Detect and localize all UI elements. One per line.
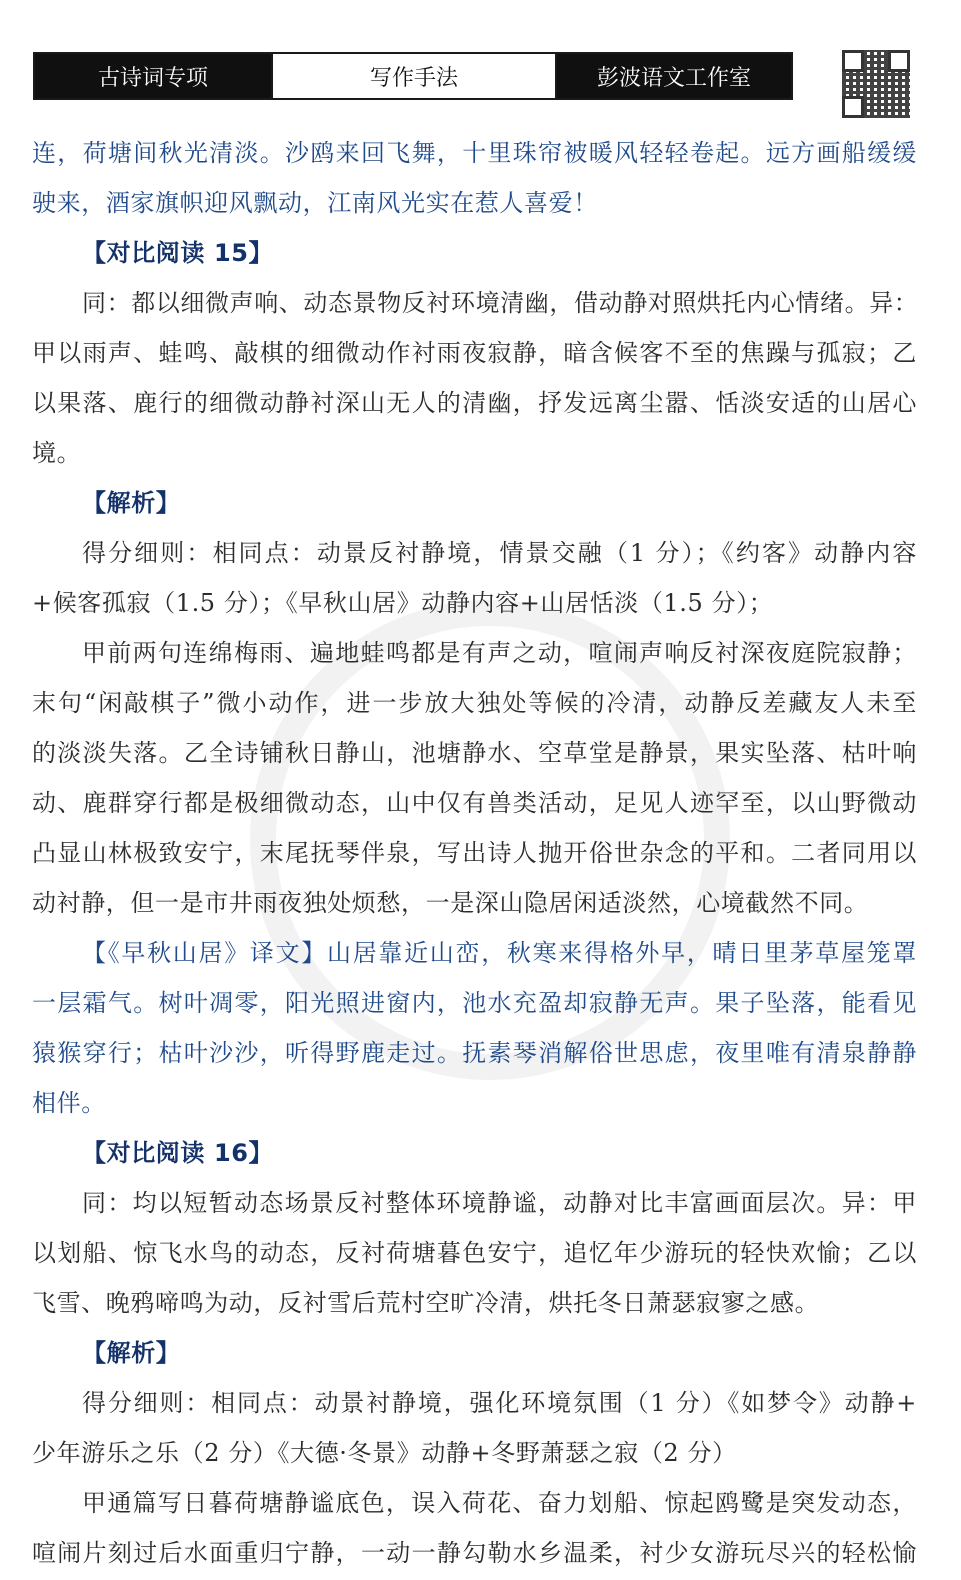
text-line: 境。 [32,439,82,467]
section-heading: 【对比阅读 16】 [82,1139,274,1167]
text-line: 凸显山林极致安宁，末尾抚琴伴泉，写出诗人抛开俗世杂念的平和。二者同用以 [32,839,917,867]
text-line: 的淡淡失落。乙全诗铺秋日静山，池塘静水、空草堂是静景，果实坠落、枯叶响 [32,739,917,767]
text-line: 甲前两句连绵梅雨、遍地蛙鸣都是有声之动，喧闹声响反衬深夜庭院寂静； [82,639,917,667]
text-line: 连，荷塘间秋光清淡。沙鸥来回飞舞，十里珠帘被暖风轻轻卷起。远方画船缓缓 [32,139,917,167]
text-line: 末句“闲敲棋子”微小动作，进一步放大独处等候的冷清，动静反差藏友人未至 [32,689,917,717]
header-center-label: 写作手法 [271,54,557,98]
text-line: 喧闹片刻过后水面重归宁静，一动一静勾勒水乡温柔，衬少女游玩尽兴的轻松愉 [32,1539,917,1567]
header-right-label: 彭波语文工作室 [557,54,791,98]
text-line: 飞雪、晚鸦啼鸣为动，反衬雪后荒村空旷冷清，烘托冬日萧瑟寂寥之感。 [32,1289,820,1317]
text-line: +候客孤寂（1.5 分）；《早秋山居》动静内容+山居恬淡（1.5 分）； [32,589,774,617]
text-line: 甲通篇写日暮荷塘静谧底色，误入荷花、奋力划船、惊起鸥鹭是突发动态， [82,1489,917,1517]
text-line: 动衬静，但一是市井雨夜独处烦愁，一是深山隐居闲适淡然，心境截然不同。 [32,889,869,917]
section-heading: 【解析】 [82,1339,181,1367]
text-line: 猿猴穿行；枯叶沙沙，听得野鹿走过。抚素琴消解俗世思虑，夜里唯有清泉静静 [32,1039,917,1067]
header-bar [33,52,793,100]
text-line: 得分细则：相同点：动景衬静境，强化环境氛围（1 分）《如梦令》动静+ [82,1389,917,1417]
text-line: 同：均以短暂动态场景反衬整体环境静谧，动静对比丰富画面层次。异：甲 [82,1189,917,1217]
text-line: 一层霜气。树叶凋零，阳光照进窗内，池水充盈却寂静无声。果子坠落，能看见 [32,989,917,1017]
text-line: 同：都以细微声响、动态景物反衬环境清幽，借动静对照烘托内心情绪。异： [82,289,919,317]
section-heading: 【对比阅读 15】 [82,239,274,267]
text-line: 以果落、鹿行的细微动静衬深山无人的清幽，抒发远离尘嚣、恬淡安适的山居心 [32,389,917,417]
text-line: 驶来，酒家旗帜迎风飘动，江南风光实在惹人喜爱！ [32,189,598,217]
text-line: 少年游乐之乐（2 分）《大德·冬景》动静+冬野萧瑟之寂（2 分） [32,1439,737,1467]
text-line: 【《早秋山居》译文】山居靠近山峦，秋寒来得格外早，晴日里茅草屋笼罩 [82,939,917,967]
text-line: 相伴。 [32,1089,106,1117]
text-line: 动、鹿群穿行都是极细微动态，山中仅有兽类活动，足见人迹罕至，以山野微动 [32,789,917,817]
text-line: 得分细则：相同点：动景反衬静境，情景交融（1 分）；《约客》动静内容 [82,539,917,567]
section-heading: 【解析】 [82,489,181,517]
text-line: 以划船、惊飞水鸟的动态，反衬荷塘暮色安宁，追忆年少游玩的轻快欢愉；乙以 [32,1239,917,1267]
text-line: 甲以雨声、蛙鸣、敲棋的细微动作衬雨夜寂静，暗含候客不至的焦躁与孤寂；乙 [32,339,917,367]
header-left-label: 古诗词专项 [35,54,271,98]
qr-code-image [842,50,910,118]
document-body [32,128,917,1578]
